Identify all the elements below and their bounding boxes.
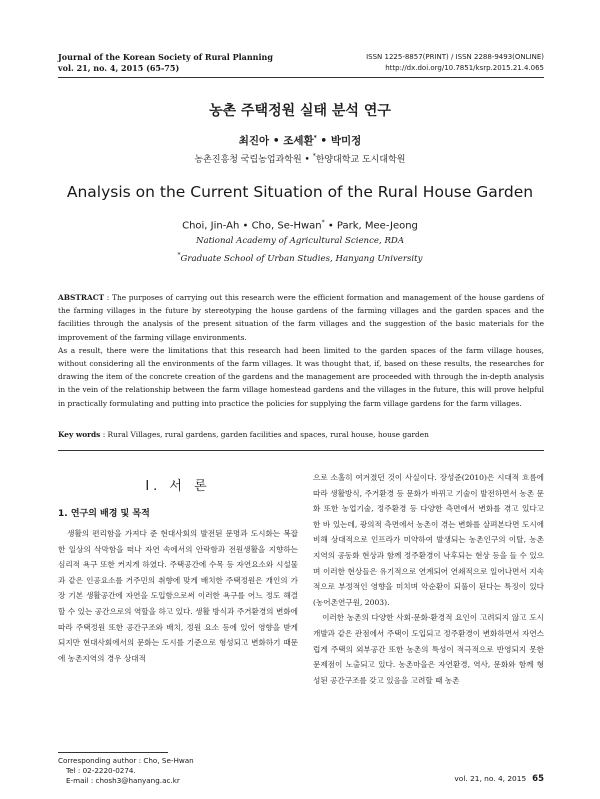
english-title: Analysis on the Current Situation of the Rural House Garden	[66, 183, 534, 201]
issn: ISSN 1225-8857(PRINT) / ISSN 2288-9493(ONLINE)	[366, 53, 544, 61]
header-divider	[58, 77, 544, 78]
issn-block	[366, 52, 544, 74]
kr-author-1: 최진아	[238, 135, 270, 147]
kr-affil-1: 농촌진흥청 국립농업과학원	[194, 155, 302, 165]
footer-issue: vol. 21, no. 4, 2015	[454, 774, 527, 783]
body-paragraph: 으로 소홀히 여겨졌던 것이 사실이다. 장성준(2010)은 시대적 흐름에 따라 생활방식, 주거환경 등 문화가 바뀌고 기술이 발전하면서 농촌 문화 또한 농업기술, 정주환경 등 다양한 측면에서 변화를 겪고 있다고 한 바 있는데, 광의적 측면에서 농촌이 겪는 변화를 살펴본다면 도시에 비해 상대적으로 인프라가 미약하여 발생되는 농촌인구의 이탈, 농촌지역의 공동화 현상과 함께 정주환경이 낙후되는 현상 등을 들 수 있으며 이러한 현상들은 유기적으로 연계되어 연쇄적으로 일어나면서 지속적으로 부정적인 영향을 미치며 악순환이 되풀이 된다는 특징이 있다(농어촌연구원, 2003).	[313, 473, 544, 607]
abstract-paragraph-2: As a result, there were the limitations that this research had been limited to the garden spaces of the farm village houses, without considering all the environments of the farm villages. It was thought that, if, based on these results, the researches for drawing the item of the concrete creation of the gardens and the management are proceeded with through the in-depth analysis in the vein of the relationship between the farm village homestead gardens and the villages in the future, this will prove helpful in practically formulating and putting into practice the policies for supplying the farm village gardens for the farm villages.	[58, 345, 544, 408]
page-number: 65	[532, 774, 544, 784]
kr-author-2-mark: *	[313, 134, 317, 142]
en-author-sep: •	[239, 220, 252, 232]
korean-title: 농촌 주택정원 실태 분석 연구	[209, 103, 391, 119]
korean-affiliations	[0, 152, 600, 165]
abstract	[58, 291, 544, 410]
abstract-text-1: : The purposes of carrying out this research were the efficient formation and management of the house gardens of the farming villages in the future by stereotyping the house gardens of the farming villages and the garden spaces and the facilities through the analysis of the present situation of the farm villages and the suggestion of the basic materials for the improvement of the farming village environments.	[58, 293, 544, 342]
english-affiliation-1: National Academy of Agricultural Science, RDA	[195, 236, 405, 246]
english-authors	[0, 219, 600, 231]
body-paragraph: 생활의 편리함을 가져다 준 현대사회의 발전된 문명과 도시화는 복잡한 일상의 삭막함을 떠나 자연 속에서의 안락함과 전원생활을 지향하는 심리적 욕구 또한 커지게 하였다. 주택공간에 수목 등 자연요소와 시설물과 같은 인공요소를 거주민의 취향에 맞게 배치한 주택정원은 개인의 가장 기본 생활공간에 자연을 도입함으로써 이러한 욕구를 어느 정도 해결할 수 있는 공간으로의 역할을 하고 있다. 생활 방식과 주거환경의 변화에 따라 주택정원 또한 공간구조와 배치, 정원 요소 등에 있어 영향을 받게 되지만 현대사회에서의 문화는 도시를 기준으로 형성되고 변화하기 때문에 농촌지역의 경우 상대적	[58, 529, 298, 663]
kr-affil-sep: •	[301, 155, 313, 165]
corresponding-author: Corresponding author : Cho, Se-Hwan	[58, 756, 194, 765]
abstract-divider	[58, 450, 544, 451]
kr-author-sep: •	[269, 135, 284, 147]
corresponding-author-footnote	[58, 756, 194, 786]
subsection-heading: 1. 연구의 배경 및 목적	[58, 509, 150, 519]
journal-citation	[58, 52, 273, 74]
keywords-text: : Rural Villages, rural gardens, garden facilities and spaces, rural house, house garden	[100, 430, 429, 439]
en-author-2-mark: *	[321, 219, 325, 226]
abstract-paragraph-1	[58, 291, 544, 344]
kr-affil-2-mark: *	[312, 153, 316, 160]
section-heading: I. 서 론	[145, 479, 211, 494]
keywords	[58, 429, 544, 440]
kr-author-2: 조세환	[283, 135, 314, 147]
journal-name: Journal of the Korean Society of Rural Planning	[58, 52, 273, 62]
body-paragraph: 이러한 농촌의 다양한 사회·문화·환경적 요인이 고려되지 않고 도시개발과 같은 관점에서 주택이 도입되고 정주환경이 변화하면서 자연스럽게 주택의 외부공간 또한 농촌의 특성이 적극적으로 반영되지 못한 문제점이 노출되고 있다. 농촌마을은 자연환경, 역사, 문화와 함께 형성된 공간구조를 갖고 있음을 고려할 때 농촌	[313, 613, 544, 685]
journal-volume: vol. 21, no. 4, 2015 (65-75)	[58, 63, 180, 73]
keywords-label: Key words	[58, 430, 101, 439]
english-affiliation-2	[0, 252, 600, 264]
body-column-left	[58, 526, 298, 666]
page-footer	[454, 774, 544, 784]
author-email[interactable]: E-mail : chosh3@hanyang.ac.kr	[66, 776, 180, 785]
en-author-2: Cho, Se-Hwan	[251, 220, 322, 232]
en-affil-2-text: Graduate School of Urban Studies, Hanyang University	[180, 253, 423, 264]
author-tel: Tel : 02-2220-0274.	[66, 766, 136, 775]
abstract-label: ABSTRACT	[58, 293, 105, 302]
en-affil-2-mark: *	[177, 252, 181, 259]
kr-author-sep: •	[316, 135, 331, 147]
en-author-3: Park, Mee-Jeong	[336, 220, 418, 232]
kr-affil-2: 한양대학교 도시대학원	[315, 155, 406, 165]
doi-link[interactable]: http://dx.doi.org/10.7851/ksrp.2015.21.4.065	[385, 64, 544, 72]
body-column-right	[313, 470, 544, 688]
korean-authors	[0, 133, 600, 148]
kr-author-3: 박미정	[330, 135, 362, 147]
en-author-1: Choi, Jin-Ah	[182, 220, 240, 232]
en-author-sep: •	[324, 220, 337, 232]
footnote-divider	[58, 752, 168, 753]
